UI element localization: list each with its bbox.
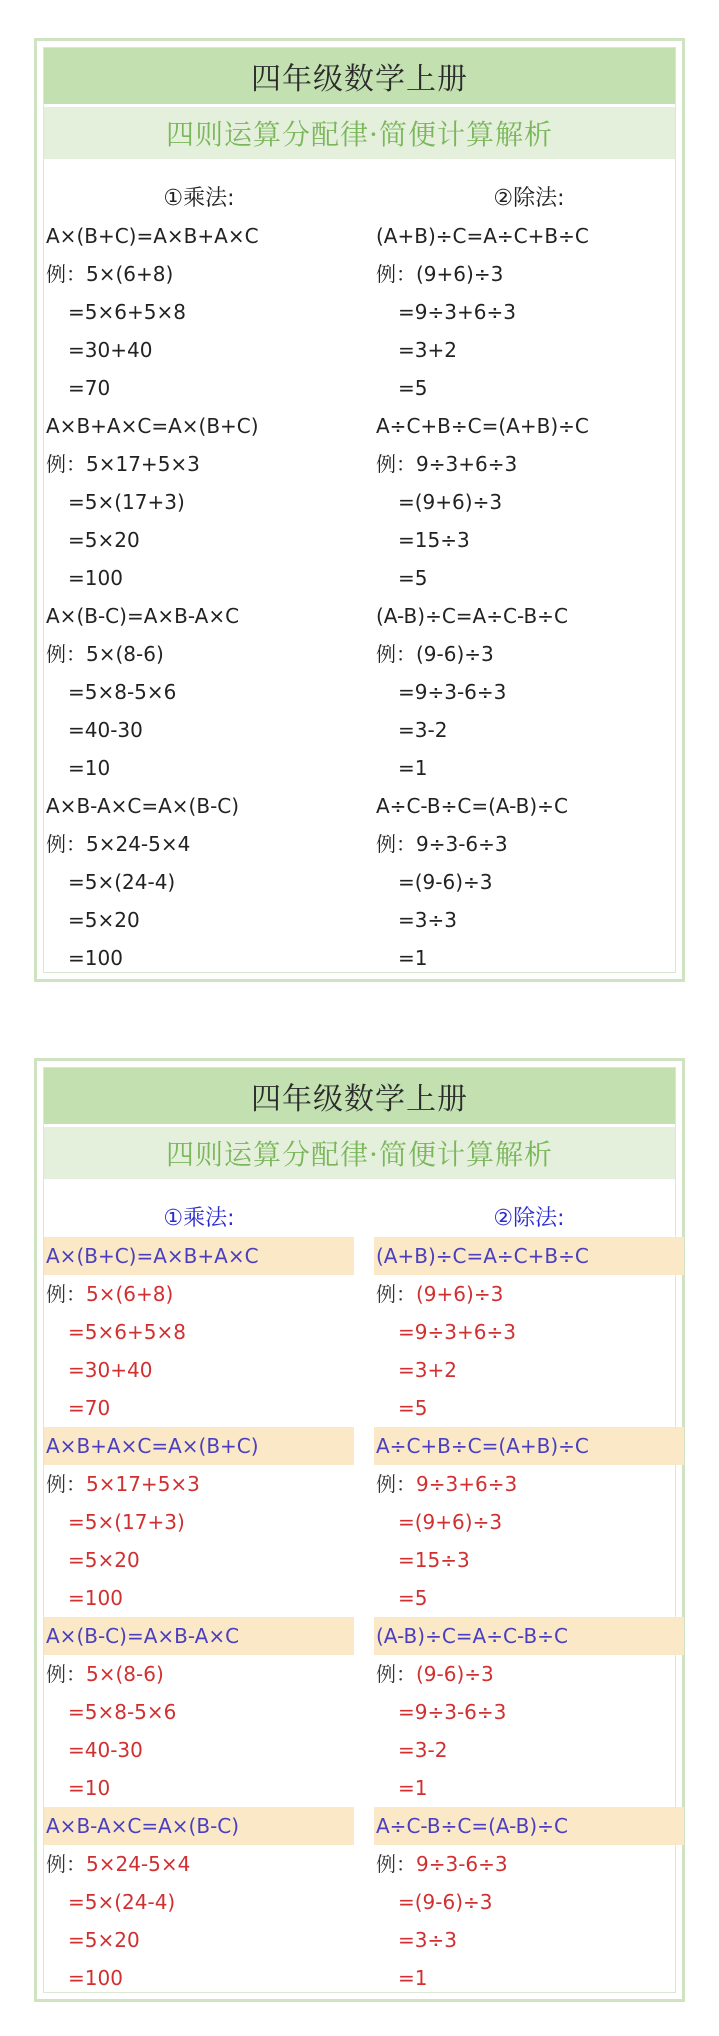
step: =(9-6)÷3 [398, 870, 493, 894]
example-line [44, 255, 354, 293]
example-expression: (9-6)÷3 [416, 642, 494, 666]
step: =5×8-5×6 [68, 1700, 177, 1724]
example-line [374, 1465, 684, 1503]
example-line [44, 1845, 354, 1883]
card-inner [43, 1067, 676, 1993]
formula: A×B-A×C=A×(B-C) [44, 1807, 354, 1845]
step: =9÷3+6÷3 [398, 1320, 516, 1344]
formula: A÷C-B÷C=(A-B)÷C [374, 1807, 684, 1845]
step: =3÷3 [398, 1928, 457, 1952]
example-label: 例： [46, 642, 86, 666]
step: =1 [398, 1776, 428, 1800]
step: =40-30 [68, 718, 143, 742]
step: =5×8-5×6 [68, 680, 177, 704]
example-label: 例： [46, 1282, 86, 1306]
example-expression: (9+6)÷3 [416, 262, 504, 286]
formula: A×B-A×C=A×(B-C) [46, 794, 240, 818]
card-inner [43, 47, 676, 973]
step: =3-2 [398, 718, 448, 742]
division-heading: ②除法: [493, 186, 565, 211]
formula: A×(B-C)=A×B-A×C [46, 604, 240, 628]
multiplication-heading: ①乘法: [163, 1206, 235, 1231]
step: =15÷3 [398, 528, 470, 552]
step: =3+2 [398, 338, 457, 362]
example-expression: (9-6)÷3 [416, 1662, 494, 1686]
step: =5×6+5×8 [68, 300, 186, 324]
step: =1 [398, 946, 428, 970]
step: =10 [68, 756, 111, 780]
formula: A÷C+B÷C=(A+B)÷C [376, 414, 589, 438]
example-label: 例： [376, 832, 416, 856]
step: =5×20 [68, 1548, 140, 1572]
step: =5×(24-4) [68, 870, 176, 894]
page-title: 四年级数学上册 [44, 1068, 675, 1124]
page-subtitle: 四则运算分配律·简便计算解析 [44, 107, 675, 159]
division-column [374, 1201, 684, 1997]
step: =100 [68, 566, 123, 590]
step: =100 [68, 1966, 123, 1990]
step: =9÷3+6÷3 [398, 300, 516, 324]
page-title: 四年级数学上册 [44, 48, 675, 104]
example-expression: (9+6)÷3 [416, 1282, 504, 1306]
step: =5×(24-4) [68, 1890, 176, 1914]
example-line [374, 1275, 684, 1313]
step: =100 [68, 1586, 123, 1610]
formula: (A-B)÷C=A÷C-B÷C [376, 604, 568, 628]
step: =70 [68, 1396, 111, 1420]
example-expression: 5×17+5×3 [86, 1472, 200, 1496]
formula: A×B+A×C=A×(B+C) [44, 1427, 354, 1465]
example-expression: 9÷3-6÷3 [416, 832, 508, 856]
step: =5×20 [68, 1928, 140, 1952]
step: =5×6+5×8 [68, 1320, 186, 1344]
step: =5 [398, 376, 428, 400]
step: =30+40 [68, 338, 153, 362]
example-line [374, 825, 684, 863]
example-expression: 5×(8-6) [86, 642, 164, 666]
example-line [374, 445, 684, 483]
example-expression: 5×(6+8) [86, 1282, 174, 1306]
formula: A×B+A×C=A×(B+C) [46, 414, 259, 438]
step: =3+2 [398, 1358, 457, 1382]
step: =5×20 [68, 908, 140, 932]
example-line [44, 1655, 354, 1693]
step: =5×(17+3) [68, 490, 185, 514]
example-label: 例： [46, 1852, 86, 1876]
example-label: 例： [46, 832, 86, 856]
example-expression: 5×(8-6) [86, 1662, 164, 1686]
example-label: 例： [46, 1662, 86, 1686]
step: =5×20 [68, 528, 140, 552]
example-expression: 9÷3-6÷3 [416, 1852, 508, 1876]
example-line [44, 1465, 354, 1503]
step: =10 [68, 1776, 111, 1800]
example-line [374, 1845, 684, 1883]
example-expression: 5×24-5×4 [86, 832, 191, 856]
page-subtitle: 四则运算分配律·简便计算解析 [44, 1127, 675, 1179]
step: =9÷3-6÷3 [398, 1700, 507, 1724]
example-line [374, 635, 684, 673]
step: =5×(17+3) [68, 1510, 185, 1534]
step: =1 [398, 1966, 428, 1990]
formula: A×(B-C)=A×B-A×C [44, 1617, 354, 1655]
example-label: 例： [46, 1472, 86, 1496]
example-expression: 9÷3+6÷3 [416, 1472, 518, 1496]
step: =3÷3 [398, 908, 457, 932]
example-label: 例： [376, 1472, 416, 1496]
step: =(9-6)÷3 [398, 1890, 493, 1914]
example-line [374, 255, 684, 293]
formula: (A+B)÷C=A÷C+B÷C [376, 224, 589, 248]
example-line [374, 1655, 684, 1693]
example-label: 例： [376, 1852, 416, 1876]
step: =(9+6)÷3 [398, 490, 503, 514]
step: =5 [398, 566, 428, 590]
formula: A×(B+C)=A×B+A×C [46, 224, 259, 248]
example-label: 例： [376, 1282, 416, 1306]
example-expression: 9÷3+6÷3 [416, 452, 518, 476]
example-line [44, 825, 354, 863]
step: =1 [398, 756, 428, 780]
formula: A×(B+C)=A×B+A×C [44, 1237, 354, 1275]
example-label: 例： [376, 452, 416, 476]
formula: (A-B)÷C=A÷C-B÷C [374, 1617, 684, 1655]
step: =100 [68, 946, 123, 970]
example-label: 例： [46, 452, 86, 476]
division-column [374, 181, 684, 977]
example-line [44, 635, 354, 673]
step: =30+40 [68, 1358, 153, 1382]
multiplication-column [44, 1201, 354, 1997]
worksheet-card-plain [34, 38, 685, 982]
step: =5 [398, 1586, 428, 1610]
example-expression: 5×(6+8) [86, 262, 174, 286]
worksheet-card-colored [34, 1058, 685, 2002]
division-heading: ②除法: [493, 1206, 565, 1231]
step: =40-30 [68, 1738, 143, 1762]
multiplication-heading: ①乘法: [163, 186, 235, 211]
formula: A÷C-B÷C=(A-B)÷C [376, 794, 568, 818]
formula: A÷C+B÷C=(A+B)÷C [374, 1427, 684, 1465]
multiplication-column [44, 181, 354, 977]
step: =5 [398, 1396, 428, 1420]
example-line [44, 1275, 354, 1313]
formula: (A+B)÷C=A÷C+B÷C [374, 1237, 684, 1275]
step: =70 [68, 376, 111, 400]
example-expression: 5×17+5×3 [86, 452, 200, 476]
example-expression: 5×24-5×4 [86, 1852, 191, 1876]
example-label: 例： [376, 642, 416, 666]
step: =(9+6)÷3 [398, 1510, 503, 1534]
example-label: 例： [376, 262, 416, 286]
step: =3-2 [398, 1738, 448, 1762]
step: =9÷3-6÷3 [398, 680, 507, 704]
example-label: 例： [376, 1662, 416, 1686]
example-line [44, 445, 354, 483]
example-label: 例： [46, 262, 86, 286]
step: =15÷3 [398, 1548, 470, 1572]
